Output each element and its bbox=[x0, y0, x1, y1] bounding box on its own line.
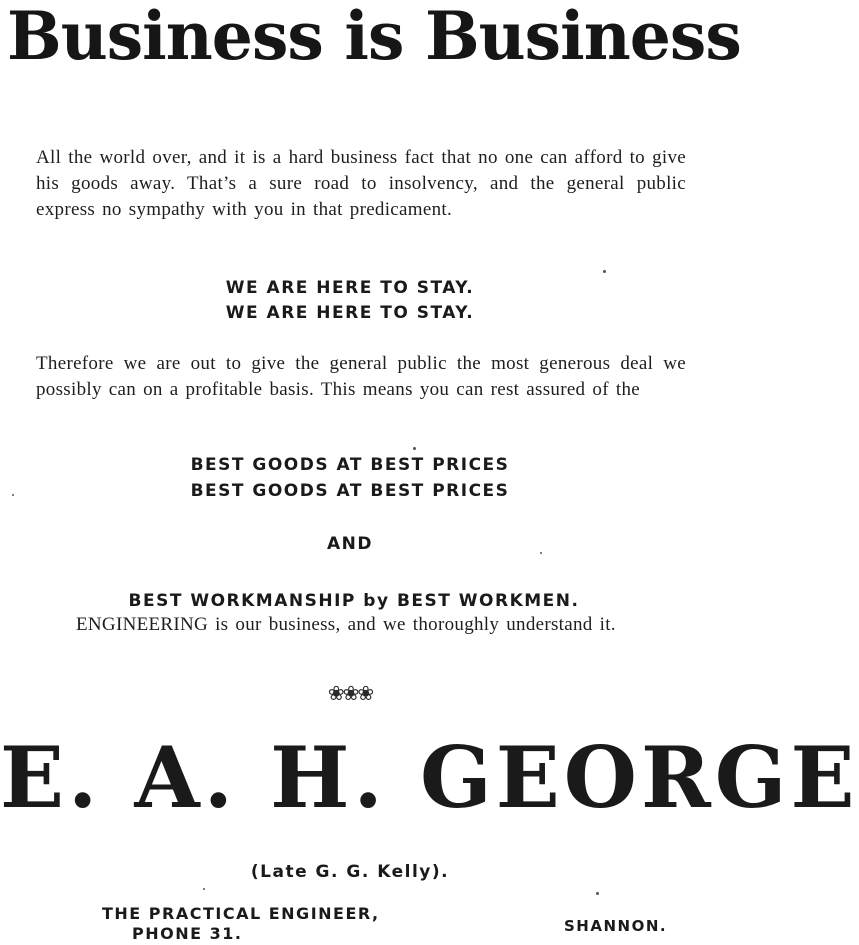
workmanship-line: BEST WORKMANSHIP by BEST WORKMEN. bbox=[128, 591, 580, 611]
intro-paragraph: All the world over, and it is a hard business fact that no one can afford to give his goods away. That’s a sure road to insolvency, and the general public express no sympathy with you in that predicament. bbox=[36, 147, 686, 220]
goods-line-2: BEST GOODS AT BEST PRICES bbox=[190, 481, 510, 501]
print-speck bbox=[413, 447, 416, 450]
footer-town: SHANNON. bbox=[564, 917, 668, 935]
engineering-paragraph: ENGINEERING is our business, and we thoroughly understand it. bbox=[76, 614, 616, 635]
goods-line-1: BEST GOODS AT BEST PRICES bbox=[190, 455, 510, 475]
print-speck bbox=[203, 888, 205, 890]
print-speck bbox=[540, 552, 542, 554]
stay-line-2: WE ARE HERE TO STAY. bbox=[225, 303, 475, 323]
footer-phone: PHONE 31. bbox=[132, 924, 243, 943]
proprietor-name: E. A. H. GEORGE bbox=[0, 728, 859, 827]
and-line: AND bbox=[327, 534, 373, 554]
deal-paragraph: Therefore we are out to give the general public the most generous deal we possibly can on a profitable basis. This means you can rest assured of the bbox=[36, 353, 686, 400]
footer-trade-block bbox=[102, 904, 380, 944]
print-speck bbox=[603, 270, 606, 273]
flower-ornament-icon: ❀❀❀ bbox=[327, 681, 373, 705]
headline: Business is Business bbox=[7, 0, 741, 75]
stay-line-1: WE ARE HERE TO STAY. bbox=[225, 278, 475, 298]
print-speck bbox=[596, 892, 599, 895]
print-speck bbox=[12, 494, 14, 496]
late-line: (Late G. G. Kelly). bbox=[250, 862, 450, 882]
footer-trade: THE PRACTICAL ENGINEER, bbox=[102, 904, 380, 923]
